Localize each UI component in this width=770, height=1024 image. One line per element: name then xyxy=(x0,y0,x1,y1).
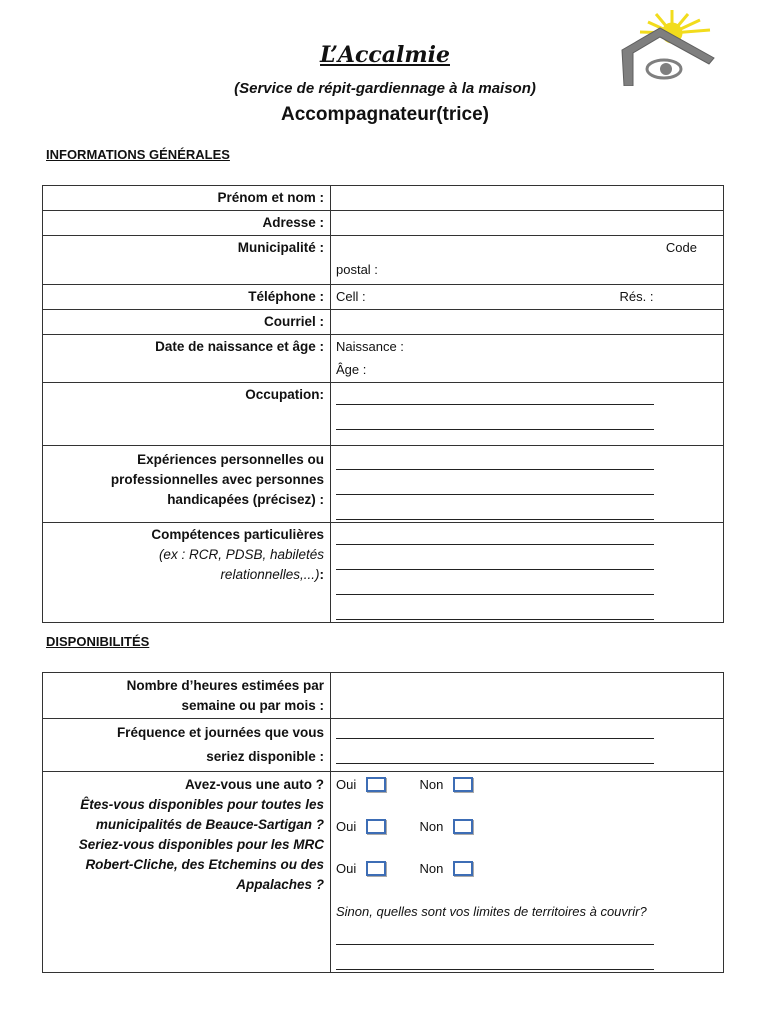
table-row xyxy=(43,383,724,446)
frequency-label xyxy=(43,719,331,772)
mrc-question-line: Robert-Cliche, des Etchemins ou des xyxy=(85,857,324,872)
birth-label: Date de naissance et âge : xyxy=(43,335,331,383)
mrc-question-line: Appalaches ? xyxy=(236,877,324,892)
checkbox-icon[interactable] xyxy=(453,777,473,792)
skills-field[interactable] xyxy=(331,523,724,623)
age-label: Âge : xyxy=(336,362,367,377)
experience-label-line: handicapées (précisez) : xyxy=(167,492,324,507)
answer-line xyxy=(336,410,654,430)
mobility-questions xyxy=(43,772,331,973)
answer-line xyxy=(336,744,654,764)
municipality-label: Municipalité : xyxy=(43,236,331,285)
service-subtitle: (Service de répit-gardiennage à la maison) xyxy=(234,80,536,97)
answer-line xyxy=(336,385,654,405)
checkbox-icon[interactable] xyxy=(453,819,473,834)
form-title: Accompagnateur(trice) xyxy=(281,104,489,125)
hours-label xyxy=(43,673,331,719)
mobility-answers xyxy=(331,772,724,973)
general-info-table xyxy=(42,185,724,623)
region-question-line: Êtes-vous disponibles pour toutes les xyxy=(80,797,324,812)
checkbox-icon[interactable] xyxy=(366,819,386,834)
experience-label xyxy=(43,446,331,523)
table-row xyxy=(43,310,724,335)
frequency-label-line: Fréquence et journées que vous xyxy=(116,725,324,740)
answer-line xyxy=(336,475,654,495)
name-label: Prénom et nom : xyxy=(43,186,331,211)
name-field[interactable] xyxy=(331,186,724,211)
email-label: Courriel : xyxy=(43,310,331,335)
hours-label-line: Nombre d’heures estimées par xyxy=(126,678,324,693)
mrc-question-line: Seriez-vous disponibles pour les MRC xyxy=(78,837,324,852)
region-question-line: municipalités de Beauce-Sartigan ? xyxy=(95,817,324,832)
mrc-yes-label: Oui xyxy=(336,860,357,876)
region-yes-label: Oui xyxy=(336,818,357,834)
car-yes-label: Oui xyxy=(336,776,357,792)
availability-table xyxy=(42,672,724,973)
section-availability-heading: DISPONIBILITÉS xyxy=(46,634,150,649)
checkbox-icon[interactable] xyxy=(453,861,473,876)
address-label: Adresse : xyxy=(43,211,331,236)
region-answer-row xyxy=(336,816,717,858)
email-field[interactable] xyxy=(331,310,724,335)
answer-line xyxy=(336,500,654,520)
hours-label-line: semaine ou par mois : xyxy=(181,698,324,713)
birth-field[interactable] xyxy=(331,335,724,383)
experience-label-line: professionnelles avec personnes xyxy=(110,472,324,487)
table-row xyxy=(43,285,724,310)
answer-line xyxy=(336,550,654,570)
cell-label: Cell : xyxy=(336,289,366,304)
car-answer-row xyxy=(336,774,717,816)
table-row xyxy=(43,523,724,623)
table-row xyxy=(43,236,724,285)
answer-line xyxy=(336,719,654,739)
table-row xyxy=(43,186,724,211)
checkbox-icon[interactable] xyxy=(366,861,386,876)
table-row xyxy=(43,335,724,383)
frequency-label-line: seriez disponible : xyxy=(206,749,324,764)
territory-answer-line[interactable] xyxy=(336,925,654,945)
postal-code-label-1: Code xyxy=(665,240,697,255)
skills-hint-line: (ex : RCR, PDSB, habiletés xyxy=(158,547,324,562)
checkbox-icon[interactable] xyxy=(366,777,386,792)
territory-answer-line[interactable] xyxy=(336,950,654,970)
table-row xyxy=(43,719,724,772)
answer-line xyxy=(336,450,654,470)
region-no-label: Non xyxy=(419,818,444,834)
mrc-answer-row xyxy=(336,858,717,902)
home-phone-label: Rés. : xyxy=(619,289,654,304)
phone-field[interactable] xyxy=(331,285,724,310)
skills-hint-line: relationnelles,...) xyxy=(220,567,320,582)
skills-label xyxy=(43,523,331,623)
mrc-no-label: Non xyxy=(419,860,444,876)
occupation-label: Occupation: xyxy=(43,383,331,446)
occupation-field[interactable] xyxy=(331,383,724,446)
hours-field[interactable] xyxy=(331,673,724,719)
table-row xyxy=(43,446,724,523)
table-row xyxy=(43,211,724,236)
experience-label-line: Expériences personnelles ou xyxy=(137,452,324,467)
answer-line xyxy=(336,525,654,545)
address-field[interactable] xyxy=(331,211,724,236)
skills-colon: : xyxy=(319,567,324,582)
territory-question: Sinon, quelles sont vos limites de territoires à couvrir? xyxy=(336,904,647,919)
org-name: L’Accalmie xyxy=(320,42,450,68)
answer-line xyxy=(336,575,654,595)
car-question: Avez-vous une auto ? xyxy=(184,777,324,792)
answer-line xyxy=(336,600,654,620)
postal-code-label-2: postal : xyxy=(336,262,378,277)
skills-label-line: Compétences particulières xyxy=(151,527,324,542)
frequency-field[interactable] xyxy=(331,719,724,772)
table-row xyxy=(43,772,724,973)
municipality-field[interactable] xyxy=(331,236,724,285)
section-general-heading: INFORMATIONS GÉNÉRALES xyxy=(46,147,230,162)
phone-label: Téléphone : xyxy=(43,285,331,310)
table-row xyxy=(43,673,724,719)
car-no-label: Non xyxy=(419,776,444,792)
birth-date-label: Naissance : xyxy=(336,339,404,354)
experience-field[interactable] xyxy=(331,446,724,523)
